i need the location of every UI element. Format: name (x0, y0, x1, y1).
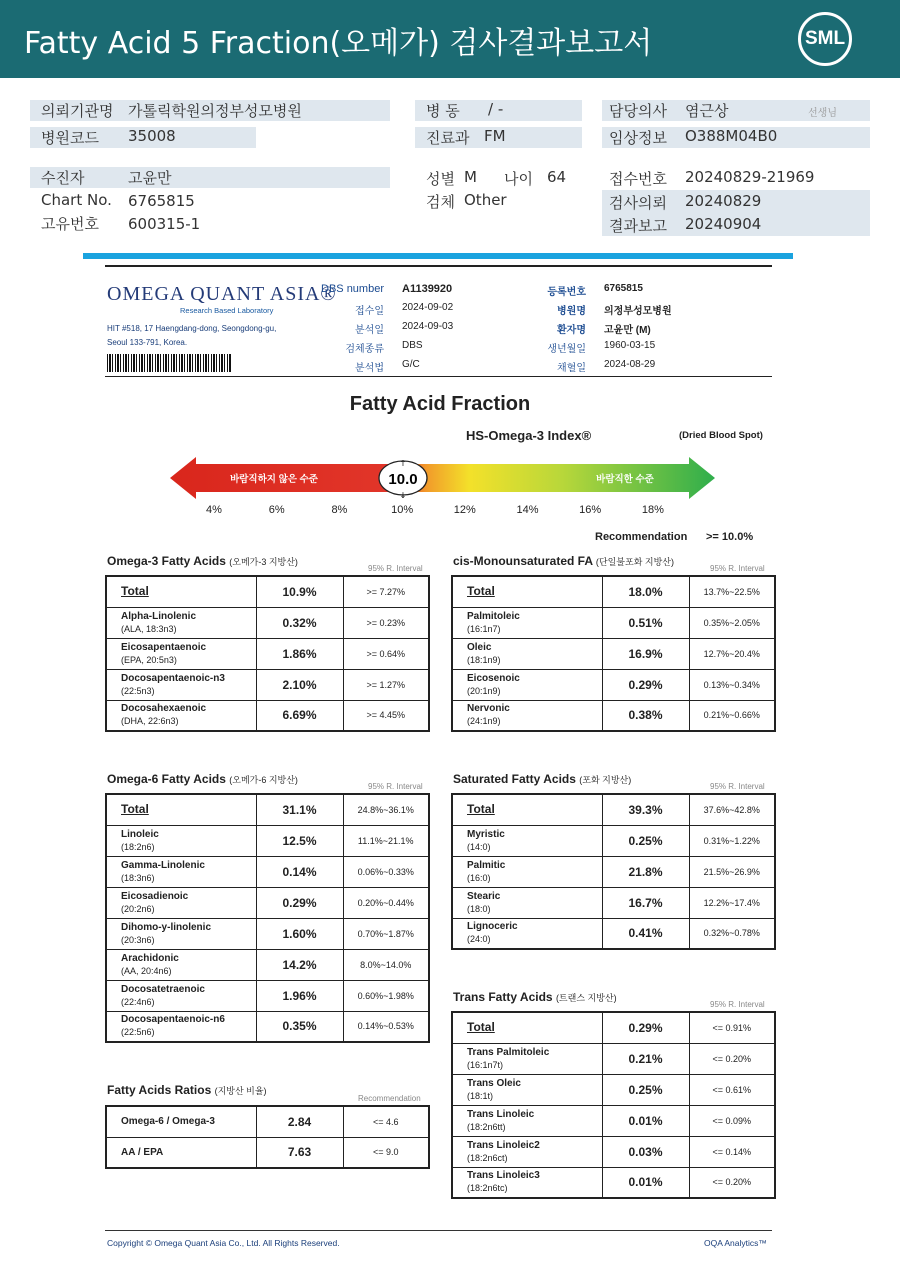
row-name (452, 918, 602, 949)
row-value: 0.41% (602, 918, 689, 949)
row-value: 0.01% (602, 1105, 689, 1136)
scale-tick-label: 16% (579, 504, 602, 516)
row-sub-text: (14:0) (467, 841, 491, 852)
meta-right-value: 의정부성모병원 (604, 306, 672, 317)
scale-tick-label: 8% (331, 504, 348, 516)
arrow-down-icon: ↓ (399, 491, 407, 500)
meta-right-label: 환자명 (557, 325, 586, 336)
row-value: 1.60% (256, 918, 343, 949)
row-range: 12.7%~20.4% (689, 638, 775, 669)
row-value: 10.9% (256, 576, 343, 607)
row-name (106, 1011, 256, 1042)
sfa-table (451, 793, 776, 950)
row-range: <= 0.91% (689, 1012, 775, 1043)
row-sub-text: (18:2n6ct) (467, 1152, 508, 1163)
row-name (106, 1106, 256, 1137)
row-name (106, 607, 256, 638)
row-range: 0.70%~1.87% (343, 918, 429, 949)
row-name-text: Trans Palmitoleic (467, 1046, 550, 1058)
request-value: 20240829 (685, 192, 762, 210)
row-name (452, 700, 602, 731)
row-range: 0.32%~0.78% (689, 918, 775, 949)
table-row (452, 1012, 775, 1043)
table-row (452, 607, 775, 638)
omega6-title: Omega-6 Fatty Acids (오메가-6 지방산) (107, 772, 298, 786)
ratios-rec-label: Recommendation (358, 1094, 421, 1103)
row-name-text: Docosapentaenoic-n6 (121, 1014, 225, 1026)
row-name-text: Myristic (467, 828, 505, 840)
row-sub-text: (18:3n6) (121, 872, 155, 883)
row-value: 0.01% (602, 1167, 689, 1198)
sfa-ri-label: 95% R. Interval (710, 782, 765, 791)
table-row (106, 1106, 429, 1137)
row-value: 0.14% (256, 856, 343, 887)
doctor-suffix: 선생님 (808, 108, 837, 119)
row-name (452, 1105, 602, 1136)
chart-value: 6765815 (128, 192, 195, 210)
row-value: 16.7% (602, 887, 689, 918)
row-value: 6.69% (256, 700, 343, 731)
meta-left-value: DBS (402, 340, 423, 351)
table-row (452, 1074, 775, 1105)
scale-tick-label: 12% (453, 504, 476, 516)
meta-left-value: A1139920 (402, 283, 453, 295)
table-row (452, 638, 775, 669)
meta-right-value: 2024-08-29 (604, 359, 656, 370)
recommendation-label: Recommendation (595, 531, 688, 543)
row-sub-text: (16:1n7) (467, 623, 501, 634)
mufa-ri-label: 95% R. Interval (710, 564, 765, 573)
dept-value: FM (484, 127, 506, 145)
lab-subtitle: Research Based Laboratory (180, 306, 274, 315)
row-sub-text: (18:2n6tt) (467, 1121, 506, 1132)
row-range: >= 4.45% (343, 700, 429, 731)
row-value: 18.0% (602, 576, 689, 607)
row-name-text: Total (121, 802, 149, 817)
row-range: 11.1%~21.1% (343, 825, 429, 856)
row-name-text: Eicosenoic (467, 672, 520, 684)
lab-address-line1: HIT #518, 17 Haengdang-dong, Seongdong-gu, (107, 324, 277, 333)
row-name-text: Oleic (467, 641, 492, 653)
row-value: 2.10% (256, 669, 343, 700)
omega6-table (105, 793, 430, 1043)
meta-left-value: G/C (402, 359, 420, 370)
table-row (452, 887, 775, 918)
omega-index-scale (170, 455, 715, 503)
trans-table (451, 1011, 776, 1199)
table-row (452, 825, 775, 856)
scale-tick-label: 14% (516, 504, 539, 516)
row-name-text: Trans Linoleic (467, 1108, 535, 1120)
table-row (452, 856, 775, 887)
row-range: 12.2%~17.4% (689, 887, 775, 918)
meta-right-value: 1960-03-15 (604, 340, 656, 351)
specimen-label: 검체 (426, 193, 455, 211)
chart-label: Chart No. (41, 191, 112, 209)
row-range: <= 0.20% (689, 1043, 775, 1074)
doctor-label: 담당의사 (609, 102, 667, 120)
row-name (106, 576, 256, 607)
ratios-title: Fatty Acids Ratios (지방산 비율) (107, 1083, 267, 1097)
scale-tick-label: 10% (391, 504, 414, 516)
table-row (452, 669, 775, 700)
meta-right-label: 채혈일 (557, 363, 586, 374)
row-range: <= 0.09% (689, 1105, 775, 1136)
row-name (106, 918, 256, 949)
receipt-label: 접수번호 (609, 170, 667, 188)
meta-right-label: 병원명 (557, 306, 586, 317)
id-value: 600315-1 (128, 215, 201, 233)
row-value: 31.1% (256, 794, 343, 825)
meta-left-label: 접수일 (355, 306, 384, 317)
omega3-table (105, 575, 430, 732)
omega3-ri-label: 95% R. Interval (368, 564, 423, 573)
table-row (452, 918, 775, 949)
table-row (106, 980, 429, 1011)
row-value: 0.38% (602, 700, 689, 731)
row-name-text: Docosatetraenoic (121, 983, 205, 995)
fraction-title: Fatty Acid Fraction (349, 393, 531, 415)
receipt-value: 20240829-21969 (685, 168, 815, 186)
row-sub-text: (16:1n7t) (467, 1059, 504, 1070)
meta-left-label: 분석일 (355, 325, 384, 336)
row-name-text: Omega-6 / Omega-3 (121, 1116, 215, 1128)
hs-omega-index-title: HS-Omega-3 Index® (466, 428, 592, 443)
table-row (452, 576, 775, 607)
footer-divider (105, 1230, 772, 1231)
row-name-text: Linoleic (121, 828, 159, 840)
row-name-text: Dihomo-y-linolenic (121, 921, 211, 933)
row-name-text: Total (467, 802, 495, 817)
row-name-text: Gamma-Linolenic (121, 859, 205, 871)
divider-lab (105, 376, 772, 377)
row-name-text: Alpha-Linolenic (121, 610, 196, 622)
row-name (452, 856, 602, 887)
request-label: 검사의뢰 (609, 194, 667, 212)
report-title: Fatty Acid 5 Fraction(오메가) 검사결과보고서 (24, 26, 653, 61)
row-sub-text: (22:5n6) (121, 1027, 155, 1038)
row-value: 2.84 (256, 1106, 343, 1137)
row-value: 0.03% (602, 1136, 689, 1167)
mufa-table (451, 575, 776, 732)
row-sub-text: (18:2n6tc) (467, 1183, 508, 1194)
table-row (106, 887, 429, 918)
row-name (106, 825, 256, 856)
row-range: <= 0.20% (689, 1167, 775, 1198)
row-name-text: Lignoceric (467, 921, 518, 933)
trans-ri-label: 95% R. Interval (710, 1000, 765, 1009)
row-value: 21.8% (602, 856, 689, 887)
meta-left-label: DBS number (321, 283, 384, 295)
row-range: 0.60%~1.98% (343, 980, 429, 1011)
meta-right-label: 생년월일 (547, 344, 586, 355)
row-range: >= 0.64% (343, 638, 429, 669)
institution-label: 의뢰기관명 (41, 102, 114, 120)
table-row (106, 949, 429, 980)
id-label: 고유번호 (41, 215, 99, 233)
table-row (452, 700, 775, 731)
row-sub-text: (20:2n6) (121, 903, 155, 914)
meta-left-label: 분석법 (355, 363, 384, 374)
row-name (452, 794, 602, 825)
row-value: 1.86% (256, 638, 343, 669)
row-value: 0.25% (602, 1074, 689, 1105)
row-sub-text: (DHA, 22:6n3) (121, 716, 179, 727)
row-value: 39.3% (602, 794, 689, 825)
scale-tick-label: 18% (641, 504, 664, 516)
row-sub-text: (EPA, 20:5n3) (121, 654, 177, 665)
row-range: <= 0.14% (689, 1136, 775, 1167)
value-marker-text: 10.0 (388, 471, 418, 488)
table-row (452, 1105, 775, 1136)
row-name-text: Total (467, 1020, 495, 1035)
result-label: 결과보고 (609, 217, 667, 235)
ward-value: / - (488, 100, 504, 118)
row-range: 0.13%~0.34% (689, 669, 775, 700)
table-row (106, 1011, 429, 1042)
row-sub-text: (20:1n9) (467, 685, 501, 696)
row-range: 0.20%~0.44% (343, 887, 429, 918)
row-sub-text: (24:0) (467, 934, 491, 945)
table-row (106, 794, 429, 825)
row-name (452, 607, 602, 638)
row-sub-text: (18:1n9) (467, 654, 501, 665)
row-range: <= 9.0 (343, 1137, 429, 1168)
specimen-value: Other (464, 191, 507, 209)
row-name (452, 887, 602, 918)
row-name (452, 1136, 602, 1167)
row-sub-text: (ALA, 18:3n3) (121, 623, 177, 634)
row-range: 0.35%~2.05% (689, 607, 775, 638)
row-value: 0.25% (602, 825, 689, 856)
meta-left-value: 2024-09-02 (402, 302, 454, 313)
row-sub-text: (22:4n6) (121, 996, 155, 1007)
row-name-text: Trans Oleic (467, 1077, 521, 1089)
row-value: 0.29% (256, 887, 343, 918)
row-value: 0.21% (602, 1043, 689, 1074)
meta-left-label: 검체종류 (345, 344, 384, 355)
row-name-text: Trans Linoleic3 (467, 1170, 540, 1182)
ratios-table (105, 1105, 430, 1169)
row-range: >= 0.23% (343, 607, 429, 638)
row-name (106, 949, 256, 980)
meta-left-value: 2024-09-03 (402, 321, 454, 332)
table-row (106, 607, 429, 638)
row-name-text: Palmitoleic (467, 610, 520, 622)
row-name (106, 856, 256, 887)
row-name (106, 669, 256, 700)
patient-value: 고윤만 (128, 169, 172, 187)
row-name (452, 1167, 602, 1198)
row-value: 0.51% (602, 607, 689, 638)
row-name (106, 1137, 256, 1168)
row-name (452, 825, 602, 856)
omega-quant-logo: OMEGA QUANT ASIA® (107, 283, 337, 305)
sex-value: M (464, 168, 477, 186)
table-row (452, 1136, 775, 1167)
row-sub-text: (22:5n3) (121, 685, 155, 696)
table-row (452, 1167, 775, 1198)
row-range: 21.5%~26.9% (689, 856, 775, 887)
row-range: 0.21%~0.66% (689, 700, 775, 731)
divider-blue (83, 253, 793, 259)
row-sub-text: (16:0) (467, 872, 491, 883)
dept-label: 진료과 (426, 129, 470, 147)
lab-address-line2: Seoul 133-791, Korea. (107, 338, 188, 347)
sml-logo: SML (798, 12, 852, 66)
dbs-note: (Dried Blood Spot) (679, 430, 763, 441)
scale-good-label: 바람직한 수준 (596, 474, 654, 485)
row-value: 1.96% (256, 980, 343, 1011)
scale-bad-label: 바람직하지 않은 수준 (230, 474, 318, 485)
row-name-text: Total (467, 584, 495, 599)
row-range: 0.14%~0.53% (343, 1011, 429, 1042)
doctor-value: 염근상 (685, 102, 729, 120)
row-name (106, 980, 256, 1011)
row-name-text: Trans Linoleic2 (467, 1139, 540, 1151)
row-value: 0.35% (256, 1011, 343, 1042)
table-row (106, 669, 429, 700)
row-sub-text: (18:1t) (467, 1090, 494, 1101)
row-range: 0.31%~1.22% (689, 825, 775, 856)
row-value: 14.2% (256, 949, 343, 980)
row-name (106, 794, 256, 825)
row-range: 24.8%~36.1% (343, 794, 429, 825)
row-name-text: Docosapentaenoic-n3 (121, 672, 225, 684)
row-name-text: Eicosapentaenoic (121, 641, 207, 653)
row-name (106, 887, 256, 918)
meta-right-label: 등록번호 (547, 287, 586, 298)
meta-right-value: 6765815 (604, 283, 643, 294)
trans-title: Trans Fatty Acids (트랜스 지방산) (453, 990, 617, 1004)
row-name-text: Stearic (467, 890, 501, 902)
row-range: 8.0%~14.0% (343, 949, 429, 980)
row-range: <= 4.6 (343, 1106, 429, 1137)
row-name-text: Total (121, 584, 149, 599)
omega6-ri-label: 95% R. Interval (368, 782, 423, 791)
clinical-value: O388M04B0 (685, 127, 778, 145)
row-range: 13.7%~22.5% (689, 576, 775, 607)
row-value: 16.9% (602, 638, 689, 669)
row-name (452, 638, 602, 669)
row-name (452, 1074, 602, 1105)
row-name-text: Eicosadienoic (121, 890, 189, 902)
result-value: 20240904 (685, 215, 762, 233)
row-name (106, 638, 256, 669)
row-sub-text: (18:2n6) (121, 841, 155, 852)
sfa-title: Saturated Fatty Acids (포화 지방산) (453, 772, 632, 786)
row-value: 12.5% (256, 825, 343, 856)
barcode-image (107, 354, 231, 372)
table-row (106, 918, 429, 949)
table-row (106, 1137, 429, 1168)
scale-tick-label: 4% (206, 504, 222, 516)
row-name (106, 700, 256, 731)
row-sub-text: (20:3n6) (121, 934, 155, 945)
age-label: 나이 (504, 170, 533, 188)
row-name-text: Arachidonic (121, 952, 179, 964)
table-row (452, 794, 775, 825)
table-row (106, 700, 429, 731)
row-name-text: AA / EPA (121, 1146, 164, 1158)
age-value: 64 (547, 168, 567, 186)
table-row (106, 856, 429, 887)
meta-right-value: 고윤만 (M) (604, 325, 651, 336)
oqa-analytics-mark: OQA Analytics™ (704, 1238, 767, 1248)
divider-top (105, 265, 772, 267)
scale-tick-label: 6% (268, 504, 285, 516)
row-name-text: Palmitic (467, 859, 506, 871)
row-value: 0.32% (256, 607, 343, 638)
row-name (452, 1012, 602, 1043)
sex-label: 성별 (426, 170, 455, 188)
row-sub-text: (AA, 20:4n6) (121, 965, 172, 976)
row-value: 0.29% (602, 669, 689, 700)
omega3-title: Omega-3 Fatty Acids (오메가-3 지방산) (107, 554, 298, 568)
hospital-code-label: 병원코드 (41, 129, 99, 147)
row-range: 0.06%~0.33% (343, 856, 429, 887)
table-row (452, 1043, 775, 1074)
row-sub-text: (24:1n9) (467, 716, 501, 727)
copyright-text: Copyright © Omega Quant Asia Co., Ltd. All Rights Reserved. (107, 1238, 340, 1248)
row-sub-text: (18:0) (467, 903, 491, 914)
institution-value: 가톨릭학원의정부성모병원 (128, 102, 302, 120)
patient-label: 수진자 (41, 169, 85, 187)
row-range: >= 1.27% (343, 669, 429, 700)
hospital-code-value: 35008 (128, 127, 176, 145)
row-name-text: Docosahexaenoic (121, 703, 207, 715)
row-name (452, 669, 602, 700)
row-range: <= 0.61% (689, 1074, 775, 1105)
row-value: 0.29% (602, 1012, 689, 1043)
table-row (106, 825, 429, 856)
row-name (452, 1043, 602, 1074)
clinical-label: 임상정보 (609, 129, 667, 147)
row-value: 7.63 (256, 1137, 343, 1168)
row-range: 37.6%~42.8% (689, 794, 775, 825)
row-name (452, 576, 602, 607)
ward-label: 병 동 (426, 102, 460, 120)
table-row (106, 638, 429, 669)
row-name-text: Nervonic (467, 703, 510, 715)
table-row (106, 576, 429, 607)
row-range: >= 7.27% (343, 576, 429, 607)
arrow-up-icon: ↑ (399, 459, 407, 468)
recommendation-value: >= 10.0% (706, 531, 754, 543)
mufa-title: cis-Monounsaturated FA (단일불포화 지방산) (453, 554, 674, 568)
